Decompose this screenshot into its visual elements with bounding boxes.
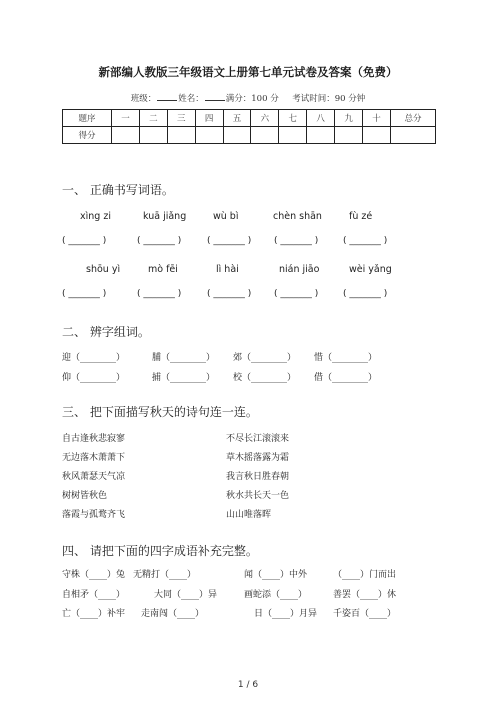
answer-blank[interactable]: ( _______ )	[274, 236, 319, 246]
word-group-item[interactable]: 脯（________）	[152, 353, 216, 363]
idiom-item[interactable]: 自相矛（____）	[62, 590, 126, 600]
score-entry-cell[interactable]	[167, 127, 195, 144]
page-number: 1 / 6	[237, 680, 259, 690]
idiom-item[interactable]: 走南闯（____）	[141, 609, 205, 619]
answer-blank[interactable]: ( _______ )	[137, 236, 182, 246]
answer-blank[interactable]: ( _______ )	[274, 289, 319, 299]
pinyin-item: lì hài	[216, 264, 239, 275]
pinyin-item: xìng zi	[80, 211, 111, 222]
score-table-header-row	[63, 110, 436, 127]
score-cell: 一	[112, 110, 140, 127]
answer-blank[interactable]: ( _______ )	[62, 289, 107, 299]
time-label: 考试时间：90 分钟	[292, 94, 366, 104]
idiom-item[interactable]: 大同（____）异	[154, 590, 218, 600]
idiom-item[interactable]: 画蛇添（____）	[244, 590, 308, 600]
poem-line-left[interactable]: 无边落木萧萧下	[62, 453, 126, 463]
poem-line-left[interactable]: 自古逢秋悲寂寥	[62, 434, 126, 444]
poem-line-right[interactable]: 秋水共长天一色	[226, 491, 290, 501]
pinyin-item: mò fēi	[148, 264, 178, 275]
score-entry-cell[interactable]	[363, 127, 391, 144]
idiom-item[interactable]: （____）门而出	[333, 570, 397, 580]
answer-blank[interactable]: ( _______ )	[343, 289, 388, 299]
score-cell: 五	[223, 110, 251, 127]
score-entry-cell[interactable]	[335, 127, 363, 144]
poem-line-right[interactable]: 草木摇落露为霜	[226, 453, 290, 463]
score-entry-cell[interactable]	[139, 127, 167, 144]
word-group-item[interactable]: 郊（________）	[233, 353, 297, 363]
poem-line-right[interactable]: 不尽长江滚滚来	[226, 434, 290, 444]
score-cell: 三	[167, 110, 195, 127]
score-entry-cell[interactable]	[112, 127, 140, 144]
answer-blank[interactable]: ( _______ )	[207, 289, 252, 299]
pinyin-item: chèn shān	[273, 211, 322, 222]
class-label: 班级：	[130, 94, 157, 104]
idiom-item[interactable]: 善罢（____）休	[333, 590, 397, 600]
score-entry-cell[interactable]	[251, 127, 279, 144]
pinyin-item: wù bì	[213, 211, 239, 222]
word-group-item[interactable]: 仰（________）	[62, 373, 126, 383]
score-cell: 总分	[391, 110, 436, 127]
poem-line-left[interactable]: 树树皆秋色	[62, 491, 108, 501]
word-group-item[interactable]: 迎（________）	[62, 353, 126, 363]
section-3-heading: 三、 把下面描写秋天的诗句连一连。	[62, 405, 258, 419]
score-entry-cell[interactable]	[279, 127, 307, 144]
pinyin-item: shōu yì	[86, 264, 121, 275]
score-cell: 七	[279, 110, 307, 127]
section-1-heading: 一、 正确书写词语。	[62, 183, 174, 197]
pinyin-item: nián jiāo	[279, 264, 320, 275]
pinyin-item: wèi yǎng	[349, 264, 392, 275]
answer-blank[interactable]: ( _______ )	[62, 236, 107, 246]
score-cell: 十	[363, 110, 391, 127]
score-row-label: 得分	[63, 127, 112, 144]
pinyin-item: fù zé	[349, 211, 373, 222]
idiom-item[interactable]: 千姿百（____）	[333, 609, 397, 619]
score-cell: 二	[139, 110, 167, 127]
score-entry-cell[interactable]	[307, 127, 335, 144]
idiom-item[interactable]: 闻（____）中外	[244, 570, 308, 580]
pinyin-item: kuā jiǎng	[143, 211, 187, 222]
answer-blank[interactable]: ( _______ )	[343, 236, 388, 246]
section-2-heading: 二、 辨字组词。	[62, 325, 150, 339]
score-cell: 九	[335, 110, 363, 127]
poem-line-left[interactable]: 秋风萧瑟天气凉	[62, 472, 126, 482]
word-group-item[interactable]: 惜（________）	[314, 353, 378, 363]
answer-blank[interactable]: ( _______ )	[207, 236, 252, 246]
score-table-score-row	[63, 127, 436, 144]
score-cell: 六	[251, 110, 279, 127]
class-blank	[157, 91, 177, 101]
idiom-item[interactable]: 日（____）月异	[254, 609, 318, 619]
idiom-item[interactable]: 守株（____）兔	[62, 570, 126, 580]
score-table	[62, 109, 436, 144]
section-4-heading: 四、 请把下面的四字成语补充完整。	[62, 544, 258, 558]
name-label: 姓名：	[178, 94, 204, 104]
score-cell: 题序	[63, 110, 112, 127]
poem-line-right[interactable]: 我言秋日胜春朝	[226, 472, 290, 482]
word-group-item[interactable]: 校（________）	[233, 373, 297, 383]
exam-info	[0, 91, 496, 104]
idiom-item[interactable]: 亡（____）补牢	[62, 609, 126, 619]
idiom-item[interactable]: 无精打（____）	[133, 570, 197, 580]
word-group-item[interactable]: 捕（________）	[152, 373, 216, 383]
score-cell: 四	[195, 110, 223, 127]
poem-line-left[interactable]: 落霞与孤鹜齐飞	[62, 510, 126, 520]
name-blank	[205, 91, 225, 101]
page-title: 新部编人教版三年级语文上册第七单元试卷及答案（免费）	[98, 65, 398, 79]
score-entry-cell[interactable]	[195, 127, 223, 144]
score-cell: 八	[307, 110, 335, 127]
word-group-item[interactable]: 借（________）	[314, 373, 378, 383]
score-entry-cell[interactable]	[391, 127, 436, 144]
answer-blank[interactable]: ( _______ )	[137, 289, 182, 299]
score-label: 满分：100 分	[225, 94, 279, 104]
poem-line-right[interactable]: 山山唯落晖	[226, 510, 272, 520]
score-entry-cell[interactable]	[223, 127, 251, 144]
